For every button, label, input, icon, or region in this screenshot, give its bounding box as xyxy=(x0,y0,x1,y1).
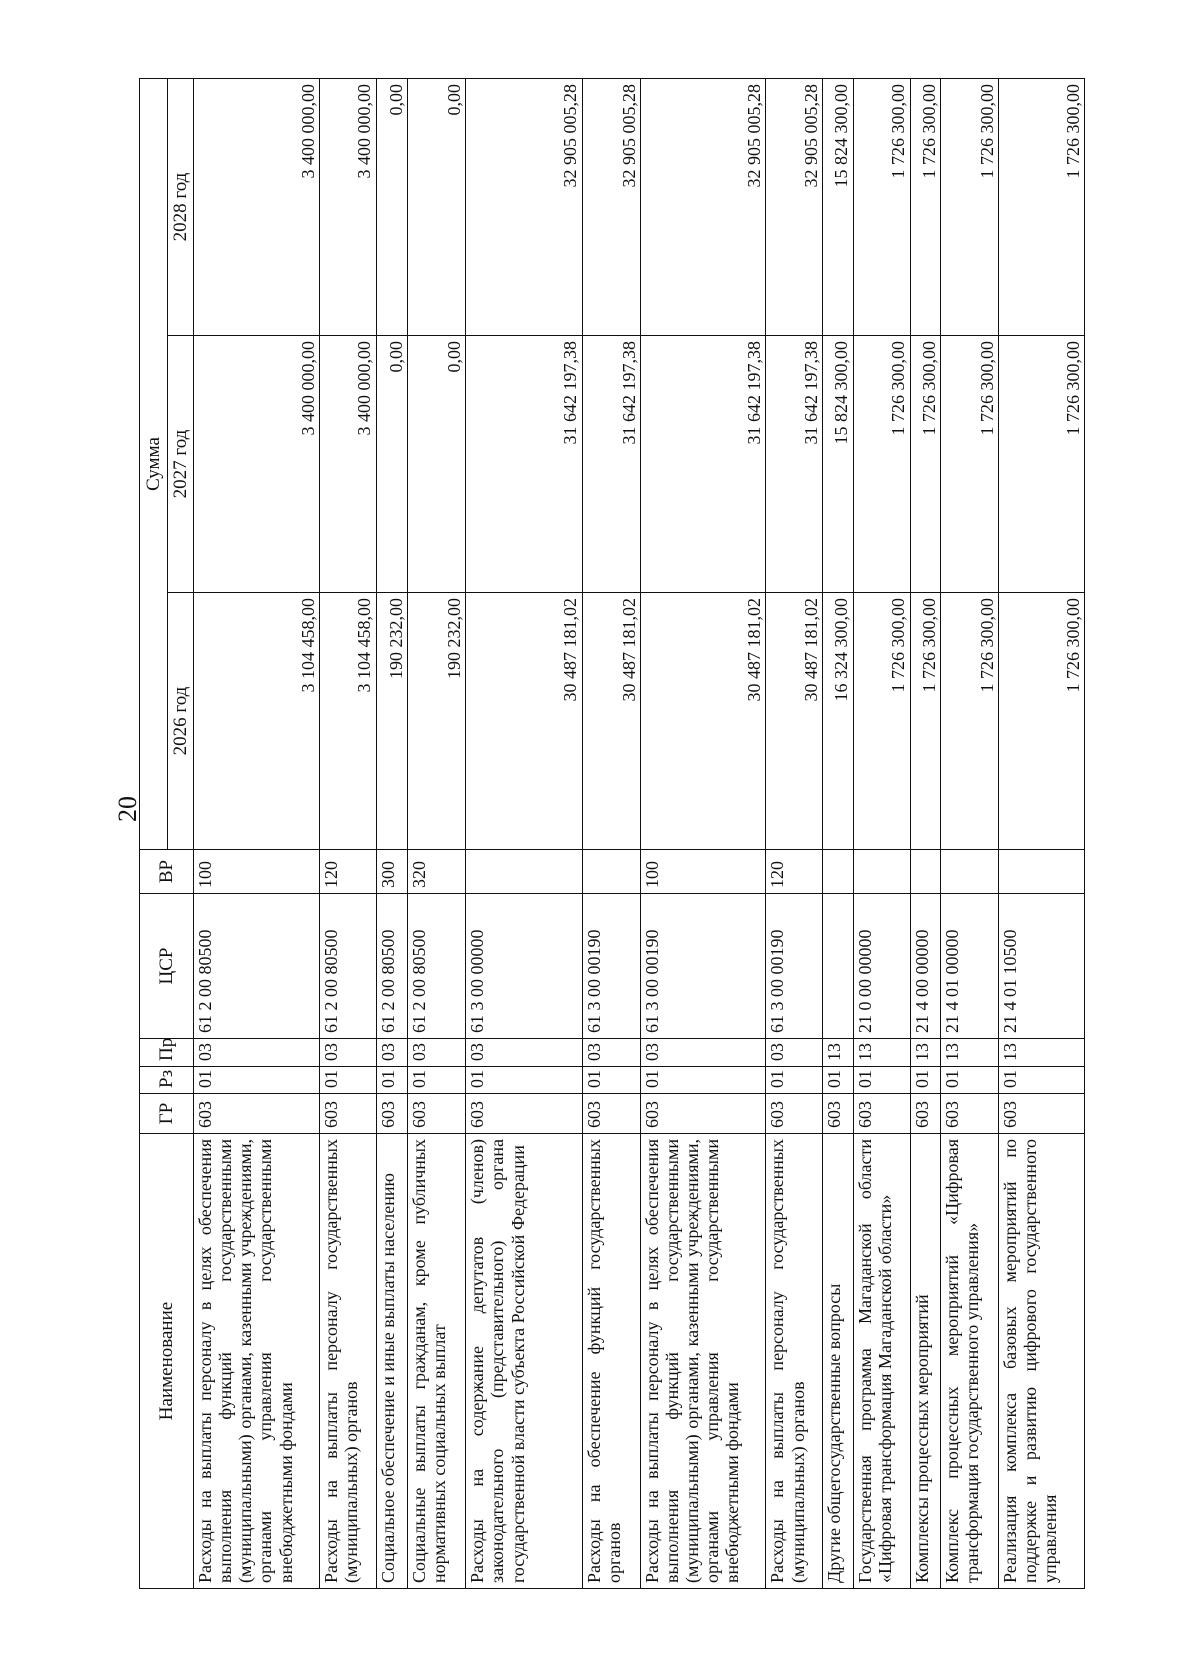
cell-gr: 603 xyxy=(910,1094,940,1134)
table-body xyxy=(194,78,1085,1588)
table-row xyxy=(408,78,466,1588)
cell-pr: 03 xyxy=(319,1039,376,1067)
cell-2027: 3 400 000,00 xyxy=(319,336,376,593)
cell-2028: 1 726 300,00 xyxy=(853,78,910,335)
cell-2027: 3 400 000,00 xyxy=(194,336,320,593)
table-row xyxy=(466,78,582,1588)
cell-rz: 01 xyxy=(940,1067,998,1094)
cell-2026: 1 726 300,00 xyxy=(910,593,940,850)
cell-pr: 03 xyxy=(408,1039,466,1067)
cell-name: Расходы на обеспечение функций государственных органов xyxy=(582,1134,640,1589)
header-2026: 2026 год xyxy=(168,593,194,850)
cell-csr: 21 4 01 00000 xyxy=(940,894,998,1039)
cell-2026: 1 726 300,00 xyxy=(940,593,998,850)
cell-pr: 13 xyxy=(998,1039,1084,1067)
cell-vr xyxy=(853,850,910,894)
cell-pr: 13 xyxy=(910,1039,940,1067)
cell-gr: 603 xyxy=(582,1094,640,1134)
header-gr: ГР xyxy=(140,1094,194,1134)
cell-gr: 603 xyxy=(853,1094,910,1134)
cell-2028: 1 726 300,00 xyxy=(910,78,940,335)
cell-2027: 31 642 197,38 xyxy=(582,336,640,593)
cell-pr: 13 xyxy=(853,1039,910,1067)
cell-2027: 0,00 xyxy=(408,336,466,593)
cell-2026: 3 104 458,00 xyxy=(319,593,376,850)
cell-vr: 300 xyxy=(376,850,407,894)
cell-rz: 01 xyxy=(319,1067,376,1094)
cell-rz: 01 xyxy=(582,1067,640,1094)
table-row xyxy=(998,78,1084,1588)
cell-2026: 30 487 181,02 xyxy=(640,593,766,850)
cell-vr xyxy=(910,850,940,894)
cell-vr xyxy=(582,850,640,894)
cell-pr: 13 xyxy=(940,1039,998,1067)
cell-csr: 61 2 00 80500 xyxy=(376,894,407,1039)
cell-2026: 16 324 300,00 xyxy=(823,593,853,850)
cell-vr: 120 xyxy=(319,850,376,894)
table-row xyxy=(823,78,853,1588)
cell-pr: 03 xyxy=(376,1039,407,1067)
cell-csr: 61 2 00 80500 xyxy=(408,894,466,1039)
table-row xyxy=(376,78,407,1588)
cell-2027: 0,00 xyxy=(376,336,407,593)
cell-name: Реализация комплекса базовых мероприятий по поддержке и развитию цифрового государственного управления xyxy=(998,1134,1084,1589)
cell-rz: 01 xyxy=(194,1067,320,1094)
cell-csr: 61 3 00 00190 xyxy=(766,894,823,1039)
table-row xyxy=(582,78,640,1588)
cell-2028: 32 905 005,28 xyxy=(766,78,823,335)
cell-rz: 01 xyxy=(640,1067,766,1094)
cell-gr: 603 xyxy=(194,1094,320,1134)
table-row xyxy=(766,78,823,1588)
cell-name: Расходы на выплаты персоналу в целях обеспечения выполнения функций государственными (муниципальными) органами, казенными учреждениями, органами управления государственными внебюджетными фондами xyxy=(640,1134,766,1589)
cell-name: Государственная программа Магаданской области «Цифровая трансформация Магаданской области» xyxy=(853,1134,910,1589)
table-row xyxy=(194,78,320,1588)
cell-name: Комплекс процессных мероприятий «Цифровая трансформация государственного управления» xyxy=(940,1134,998,1589)
cell-2028: 3 400 000,00 xyxy=(319,78,376,335)
cell-name: Комплексы процессных мероприятий xyxy=(910,1134,940,1589)
cell-gr: 603 xyxy=(408,1094,466,1134)
cell-csr: 61 3 00 00190 xyxy=(582,894,640,1039)
cell-name: Расходы на выплаты персоналу государственных (муниципальных) органов xyxy=(766,1134,823,1589)
cell-2026: 190 232,00 xyxy=(408,593,466,850)
cell-rz: 01 xyxy=(376,1067,407,1094)
header-pr: Пр xyxy=(140,1039,194,1067)
cell-rz: 01 xyxy=(408,1067,466,1094)
header-csr: ЦСР xyxy=(140,894,194,1039)
budget-table xyxy=(139,78,1085,1589)
table-row xyxy=(940,78,998,1588)
cell-csr: 21 0 00 00000 xyxy=(853,894,910,1039)
cell-vr xyxy=(823,850,853,894)
table-header xyxy=(140,78,194,1588)
cell-gr: 603 xyxy=(998,1094,1084,1134)
cell-2027: 15 824 300,00 xyxy=(823,336,853,593)
cell-2026: 30 487 181,02 xyxy=(582,593,640,850)
page-number: 20 xyxy=(113,796,142,822)
cell-2028: 0,00 xyxy=(376,78,407,335)
cell-2027: 1 726 300,00 xyxy=(998,336,1084,593)
header-2027: 2027 год xyxy=(168,336,194,593)
cell-2028: 15 824 300,00 xyxy=(823,78,853,335)
cell-2026: 3 104 458,00 xyxy=(194,593,320,850)
cell-rz: 01 xyxy=(823,1067,853,1094)
cell-name: Социальные выплаты гражданам, кроме публичных нормативных социальных выплат xyxy=(408,1134,466,1589)
header-2028: 2028 год xyxy=(168,78,194,335)
cell-2027: 1 726 300,00 xyxy=(940,336,998,593)
cell-rz: 01 xyxy=(466,1067,582,1094)
cell-csr: 61 3 00 00000 xyxy=(466,894,582,1039)
cell-vr: 100 xyxy=(194,850,320,894)
cell-vr: 100 xyxy=(640,850,766,894)
table-row xyxy=(319,78,376,1588)
cell-2028: 0,00 xyxy=(408,78,466,335)
rotated-table-sheet xyxy=(139,79,1085,1589)
cell-gr: 603 xyxy=(640,1094,766,1134)
cell-rz: 01 xyxy=(766,1067,823,1094)
cell-2026: 190 232,00 xyxy=(376,593,407,850)
cell-name: Расходы на выплаты персоналу в целях обеспечения выполнения функций государственными (муниципальными) органами, казенными учреждениями, органами управления государственными внебюджетными фондами xyxy=(194,1134,320,1589)
cell-2027: 31 642 197,38 xyxy=(466,336,582,593)
table-row xyxy=(910,78,940,1588)
cell-csr: 61 2 00 80500 xyxy=(194,894,320,1039)
cell-2028: 1 726 300,00 xyxy=(940,78,998,335)
cell-pr: 03 xyxy=(466,1039,582,1067)
header-name: Наименование xyxy=(140,1134,194,1589)
cell-2028: 3 400 000,00 xyxy=(194,78,320,335)
header-rz: Рз xyxy=(140,1067,194,1094)
cell-rz: 01 xyxy=(998,1067,1084,1094)
cell-vr: 120 xyxy=(766,850,823,894)
cell-vr xyxy=(998,850,1084,894)
cell-2028: 32 905 005,28 xyxy=(582,78,640,335)
cell-csr: 21 4 01 10500 xyxy=(998,894,1084,1039)
cell-csr: 21 4 00 00000 xyxy=(910,894,940,1039)
cell-csr: 61 3 00 00190 xyxy=(640,894,766,1039)
header-vr: ВР xyxy=(140,850,194,894)
cell-2027: 31 642 197,38 xyxy=(766,336,823,593)
table-row xyxy=(640,78,766,1588)
cell-name: Расходы на выплаты персоналу государственных (муниципальных) органов xyxy=(319,1134,376,1589)
cell-csr xyxy=(823,894,853,1039)
cell-pr: 03 xyxy=(194,1039,320,1067)
cell-gr: 603 xyxy=(466,1094,582,1134)
cell-2027: 1 726 300,00 xyxy=(910,336,940,593)
cell-gr: 603 xyxy=(823,1094,853,1134)
cell-csr: 61 2 00 80500 xyxy=(319,894,376,1039)
cell-pr: 13 xyxy=(823,1039,853,1067)
cell-rz: 01 xyxy=(853,1067,910,1094)
cell-pr: 03 xyxy=(766,1039,823,1067)
cell-gr: 603 xyxy=(940,1094,998,1134)
cell-2028: 1 726 300,00 xyxy=(998,78,1084,335)
cell-rz: 01 xyxy=(910,1067,940,1094)
cell-vr: 320 xyxy=(408,850,466,894)
cell-2028: 32 905 005,28 xyxy=(640,78,766,335)
cell-pr: 03 xyxy=(640,1039,766,1067)
cell-2026: 1 726 300,00 xyxy=(853,593,910,850)
cell-vr xyxy=(466,850,582,894)
cell-gr: 603 xyxy=(319,1094,376,1134)
cell-name: Другие общегосударственные вопросы xyxy=(823,1134,853,1589)
cell-2027: 1 726 300,00 xyxy=(853,336,910,593)
header-sum: Сумма xyxy=(140,78,168,849)
cell-name: Расходы на содержание депутатов (членов) законодательного (представительного) органа государственной власти субъекта Российской Федерации xyxy=(466,1134,582,1589)
cell-gr: 603 xyxy=(766,1094,823,1134)
cell-2026: 30 487 181,02 xyxy=(766,593,823,850)
cell-pr: 03 xyxy=(582,1039,640,1067)
cell-2026: 30 487 181,02 xyxy=(466,593,582,850)
cell-2028: 32 905 005,28 xyxy=(466,78,582,335)
cell-gr: 603 xyxy=(376,1094,407,1134)
cell-2026: 1 726 300,00 xyxy=(998,593,1084,850)
table-row xyxy=(853,78,910,1588)
cell-2027: 31 642 197,38 xyxy=(640,336,766,593)
cell-vr xyxy=(940,850,998,894)
cell-name: Социальное обеспечение и иные выплаты населению xyxy=(376,1134,407,1589)
